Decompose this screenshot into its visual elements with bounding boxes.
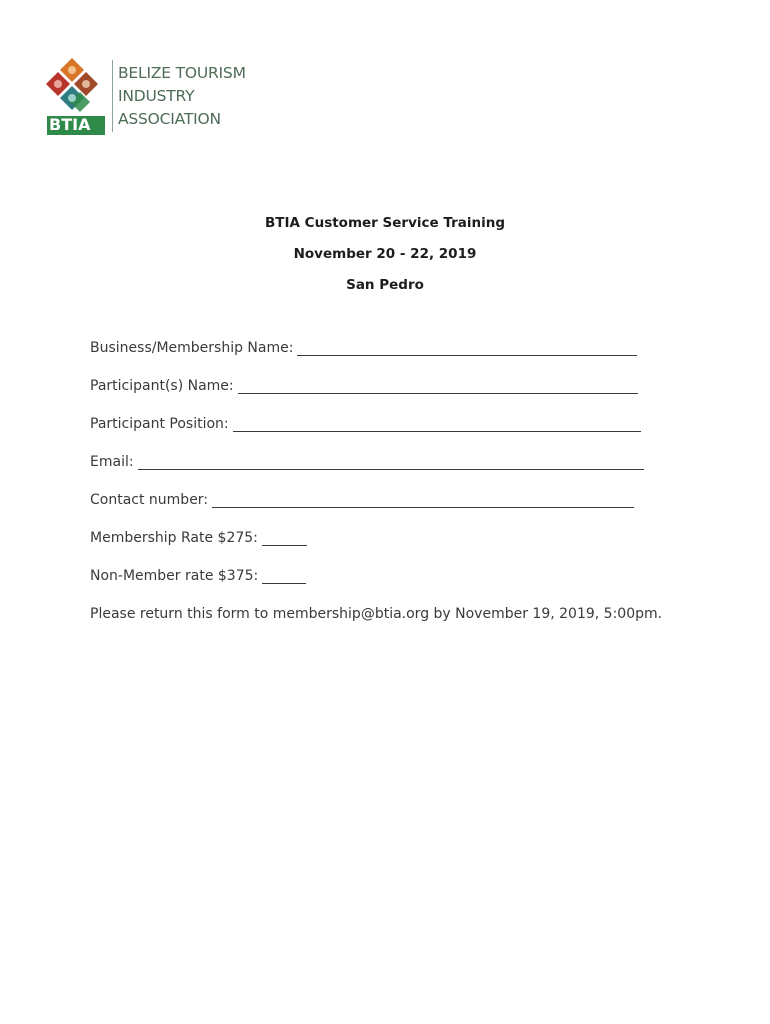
email-field [90,454,644,470]
member-rate-line[interactable] [262,531,307,546]
email-line[interactable] [138,455,644,470]
contact-number-field [90,492,634,508]
logo-mark-text: BTIA [49,115,91,134]
btia-logo [44,56,244,140]
contact-number-label: Contact number: [90,492,209,508]
return-note: Please return this form to membership@btia.org by November 19, 2019, 5:00pm. [90,606,663,622]
position-label: Participant Position: [90,416,229,432]
position-line[interactable] [233,417,641,432]
position-field [90,416,641,432]
return-instructions [90,606,662,622]
logo-divider [112,60,113,132]
document-title: BTIA Customer Service Training [265,215,505,231]
logo-line-1: BELIZE TOURISM [118,64,246,82]
participants-field [90,378,638,394]
event-dates: November 20 - 22, 2019 [293,246,477,262]
logo-line-3: ASSOCIATION [118,110,221,128]
contact-number-line[interactable] [212,493,634,508]
member-rate-field [90,530,307,546]
business-name-field [90,340,637,356]
business-name-line[interactable] [297,341,637,356]
nonmember-rate-line[interactable] [262,569,306,584]
participants-label: Participant(s) Name: [90,378,234,394]
participants-line[interactable] [238,379,638,394]
nonmember-rate-field [90,568,306,584]
event-location: San Pedro [346,277,424,293]
member-rate-label: Membership Rate $275: [90,530,258,546]
logo-text [118,62,246,131]
email-label: Email: [90,454,134,470]
nonmember-rate-label: Non-Member rate $375: [90,568,259,584]
logo-line-2: INDUSTRY [118,87,195,105]
business-name-label: Business/Membership Name: [90,340,294,356]
